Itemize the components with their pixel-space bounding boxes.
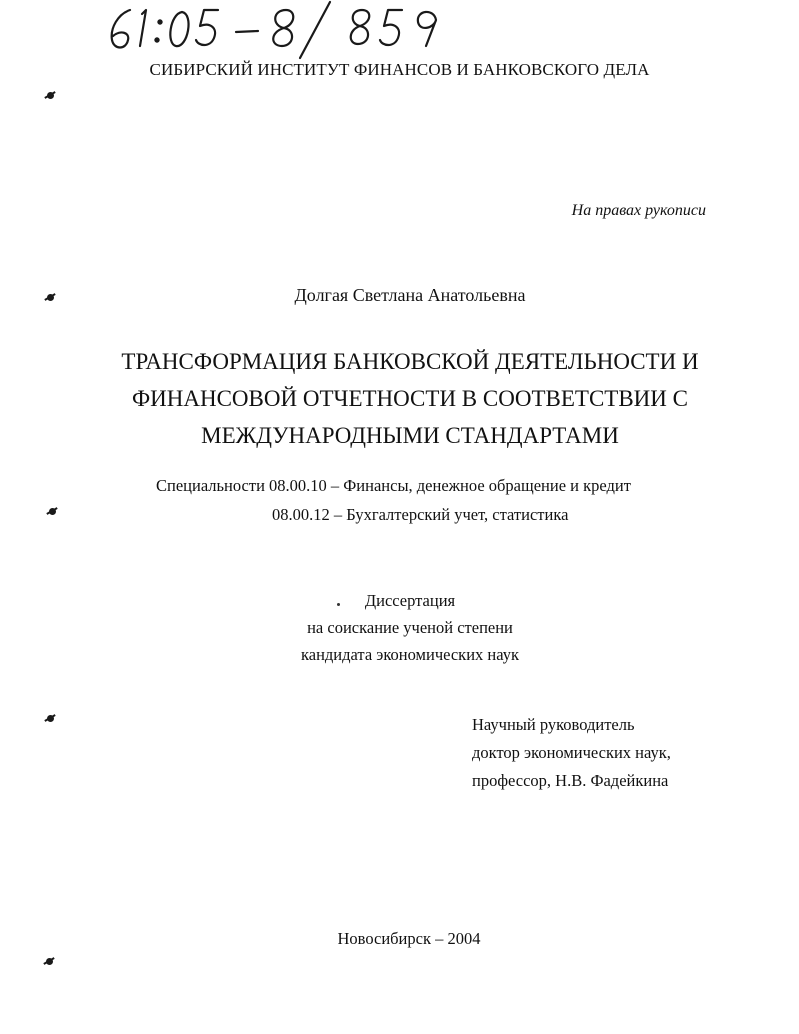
title-line: ТРАНСФОРМАЦИЯ БАНКОВСКОЙ ДЕЯТЕЛЬНОСТИ И [121,349,699,374]
scan-mark [47,294,54,301]
dissertation-title [0,343,799,454]
degree-line: кандидата экономических наук [300,645,519,664]
degree-line: Диссертация [364,591,456,610]
author-name: Долгая Светлана Анатольевна [294,285,526,305]
scan-mark [47,92,54,99]
scan-dot [337,603,340,606]
supervisor-block [472,711,671,795]
handwritten-number-drawing [100,0,445,60]
scan-mark [47,715,54,722]
scan-mark [46,958,53,965]
scan-mark [49,508,56,515]
title-line: ФИНАНСОВОЙ ОТЧЕТНОСТИ В СООТВЕТСТВИИ С [131,386,688,411]
specialty-line-2: 08.00.12 – Бухгалтерский учет, статистика [272,505,569,524]
city-year: Новосибирск – 2004 [337,929,481,948]
specialty-line-1: Специальности 08.00.10 – Финансы, денежное обращение и кредит [156,476,631,495]
manuscript-note: На правах рукописи [571,202,706,219]
dissertation-degree-block [0,587,799,668]
supervisor-line: Научный руководитель [472,715,635,734]
title-line: МЕЖДУНАРОДНЫМИ СТАНДАРТАМИ [201,423,619,448]
supervisor-line: доктор экономических наук, [472,743,671,762]
institute-name: СИБИРСКИЙ ИНСТИТУТ ФИНАНСОВ И БАНКОВСКОГО ДЕЛА [149,60,650,79]
degree-line: на соискание ученой степени [307,618,513,637]
handwritten-archive-number [100,0,445,60]
supervisor-line: профессор, Н.В. Фадейкина [472,771,669,790]
